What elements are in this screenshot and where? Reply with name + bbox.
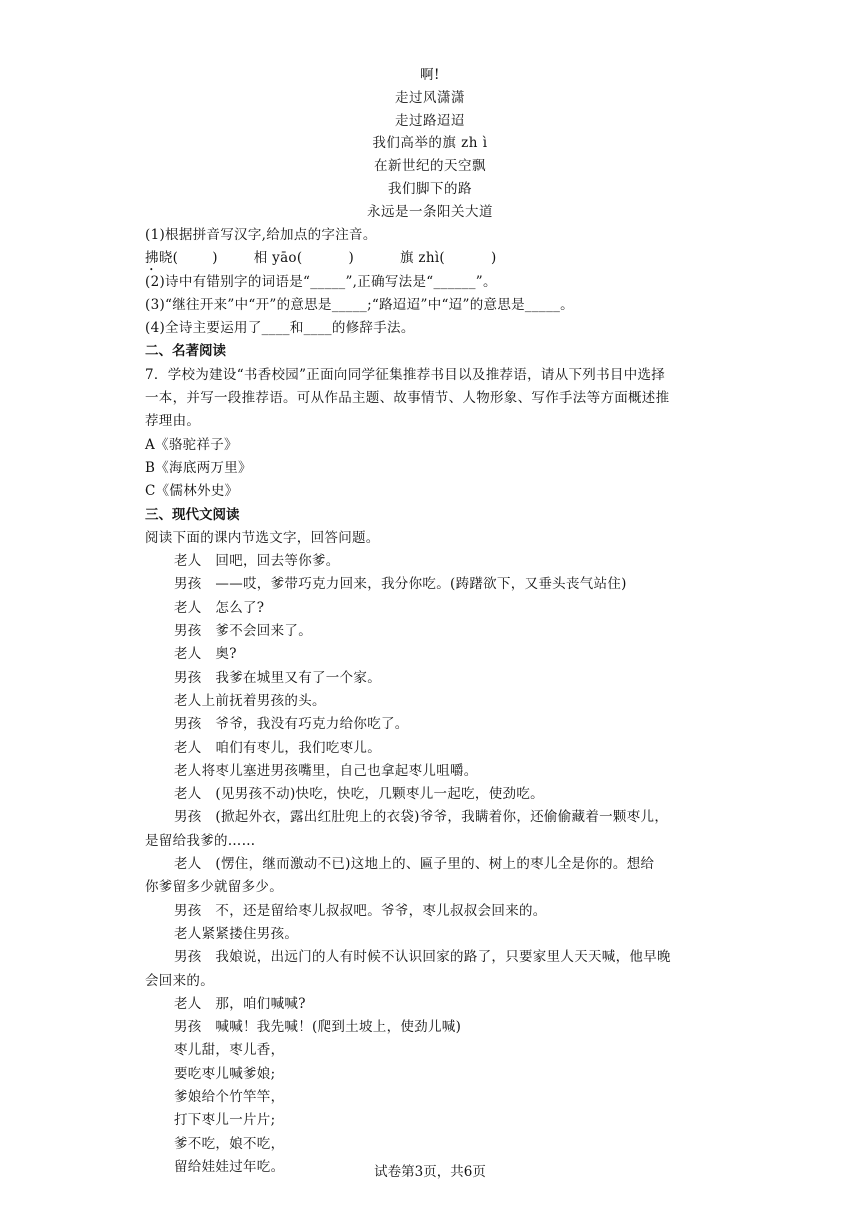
poem-line: 走过风潇潇 bbox=[395, 89, 465, 106]
poem-line: 在新世纪的天空飘 bbox=[374, 158, 486, 175]
section-heading: 二、名著阅读 bbox=[145, 343, 226, 360]
script-line: 男孩 爹不会回来了。 bbox=[174, 623, 312, 640]
script-line: 老人 (愣住，继而激动不已)这地上的、匾子里的、树上的枣儿全是你的。想给 bbox=[174, 856, 655, 873]
reading-intro: 阅读下面的课内节选文字，回答问题。 bbox=[145, 529, 380, 546]
song-line: 爹不吃，娘不吃， bbox=[174, 1135, 285, 1152]
item3-close: ) bbox=[491, 250, 497, 267]
poem-line: 我们高举的旗 zh ì bbox=[372, 135, 488, 152]
poem-line: 我们脚下的路 bbox=[388, 180, 472, 197]
poem-line: 啊! bbox=[420, 67, 440, 83]
option-a: A《骆驼祥子》 bbox=[145, 436, 238, 453]
q6-sub2: (2)诗中有错别字的词语是“_____”,正确写法是“______”。 bbox=[145, 273, 497, 290]
script-line: 男孩 不，还是留给枣儿叔叔吧。爷爷，枣儿叔叔会回来的。 bbox=[174, 902, 547, 919]
poem-line: 永远是一条阳关大道 bbox=[367, 203, 493, 220]
script-line: 老人上前抚着男孩的头。 bbox=[174, 692, 326, 709]
option-b: B《海底两万里》 bbox=[145, 459, 252, 476]
script-line: 男孩 我娘说，出远门的人有时候不认识回家的路了，只要家里人天天喊，他早晚 bbox=[174, 949, 671, 966]
item2-text: 相 yāo( bbox=[253, 250, 303, 267]
song-line: 枣儿甜，枣儿香， bbox=[174, 1042, 285, 1059]
q6-sub4: (4)全诗主要运用了____和____的修辞手法。 bbox=[145, 320, 415, 337]
script-line: 男孩 (掀起外衣，露出红肚兜上的衣袋)爷爷，我瞒着你，还偷偷藏着一颗枣儿， bbox=[174, 809, 669, 826]
q6-sub3: (3)“继往开来”中“开”的意思是_____;“路迢迢”中“迢”的意思是_____。 bbox=[145, 296, 574, 313]
question-block bbox=[145, 224, 725, 1179]
script-line: 男孩 爷爷，我没有巧克力给你吃了。 bbox=[174, 716, 409, 733]
item3-text: 旗 zhì( bbox=[400, 250, 445, 267]
q6-pinyin-items bbox=[145, 247, 725, 270]
page-footer: 试卷第3页，共6页 bbox=[374, 1164, 486, 1180]
song-line: 留给娃娃过年吃。 bbox=[174, 1158, 285, 1175]
script-line: 老人紧紧搂住男孩。 bbox=[174, 925, 299, 942]
script-line: 男孩 我爹在城里又有了一个家。 bbox=[174, 669, 381, 686]
item2-close: ) bbox=[348, 250, 355, 267]
script-line: 老人将枣儿塞进男孩嘴里，自己也拿起枣儿咀嚼。 bbox=[174, 762, 478, 779]
poem-line: 走过路迢迢 bbox=[395, 112, 465, 129]
song-line: 爹娘给个竹竿竿， bbox=[174, 1088, 285, 1105]
script-line: 老人 奥? bbox=[174, 646, 237, 663]
poem bbox=[0, 64, 860, 224]
item1-close: ) bbox=[212, 250, 218, 267]
q7-line: 荐理由。 bbox=[145, 413, 201, 430]
song-line: 要吃枣儿喊爹娘; bbox=[174, 1065, 276, 1082]
script-line: 老人 怎么了? bbox=[174, 599, 265, 616]
item1-text: 晓( bbox=[158, 250, 179, 267]
option-c: C《儒林外史》 bbox=[145, 483, 239, 500]
script-line: 你爹留多少就留多少。 bbox=[145, 879, 283, 896]
script-line: 老人 那，咱们喊喊? bbox=[174, 995, 306, 1012]
script-line: 老人 咱们有枣儿，我们吃枣儿。 bbox=[174, 739, 381, 756]
dotted-char: 拂 bbox=[145, 250, 159, 267]
script-line: 老人 回吧，回去等你爹。 bbox=[174, 553, 340, 570]
script-line: 老人 (见男孩不动)快吃，快吃，几颗枣儿一起吃，使劲吃。 bbox=[174, 786, 544, 803]
script-line: 男孩 喊喊！我先喊！(爬到土坡上，使劲儿喊) bbox=[174, 1019, 462, 1036]
script-line: 是留给我爹的…… bbox=[145, 832, 256, 849]
song-line: 打下枣儿一片片; bbox=[174, 1112, 276, 1129]
script-line: 会回来的。 bbox=[145, 972, 214, 989]
q6-sub1: (1)根据拼音写汉字,给加点的字注音。 bbox=[145, 227, 377, 243]
script-line: 男孩 ——哎，爹带巧克力回来，我分你吃。(踌躇欲下，又垂头丧气站住) bbox=[174, 576, 627, 593]
q7-line: 7．学校为建设“书香校园”正面向同学征集推荐书目以及推荐语，请从下列书目中选择 bbox=[145, 366, 666, 383]
q7-line: 一本，并写一段推荐语。可从作品主题、故事情节、人物形象、写作手法等方面概述推 bbox=[145, 390, 670, 407]
section-heading: 三、现代文阅读 bbox=[145, 506, 240, 523]
